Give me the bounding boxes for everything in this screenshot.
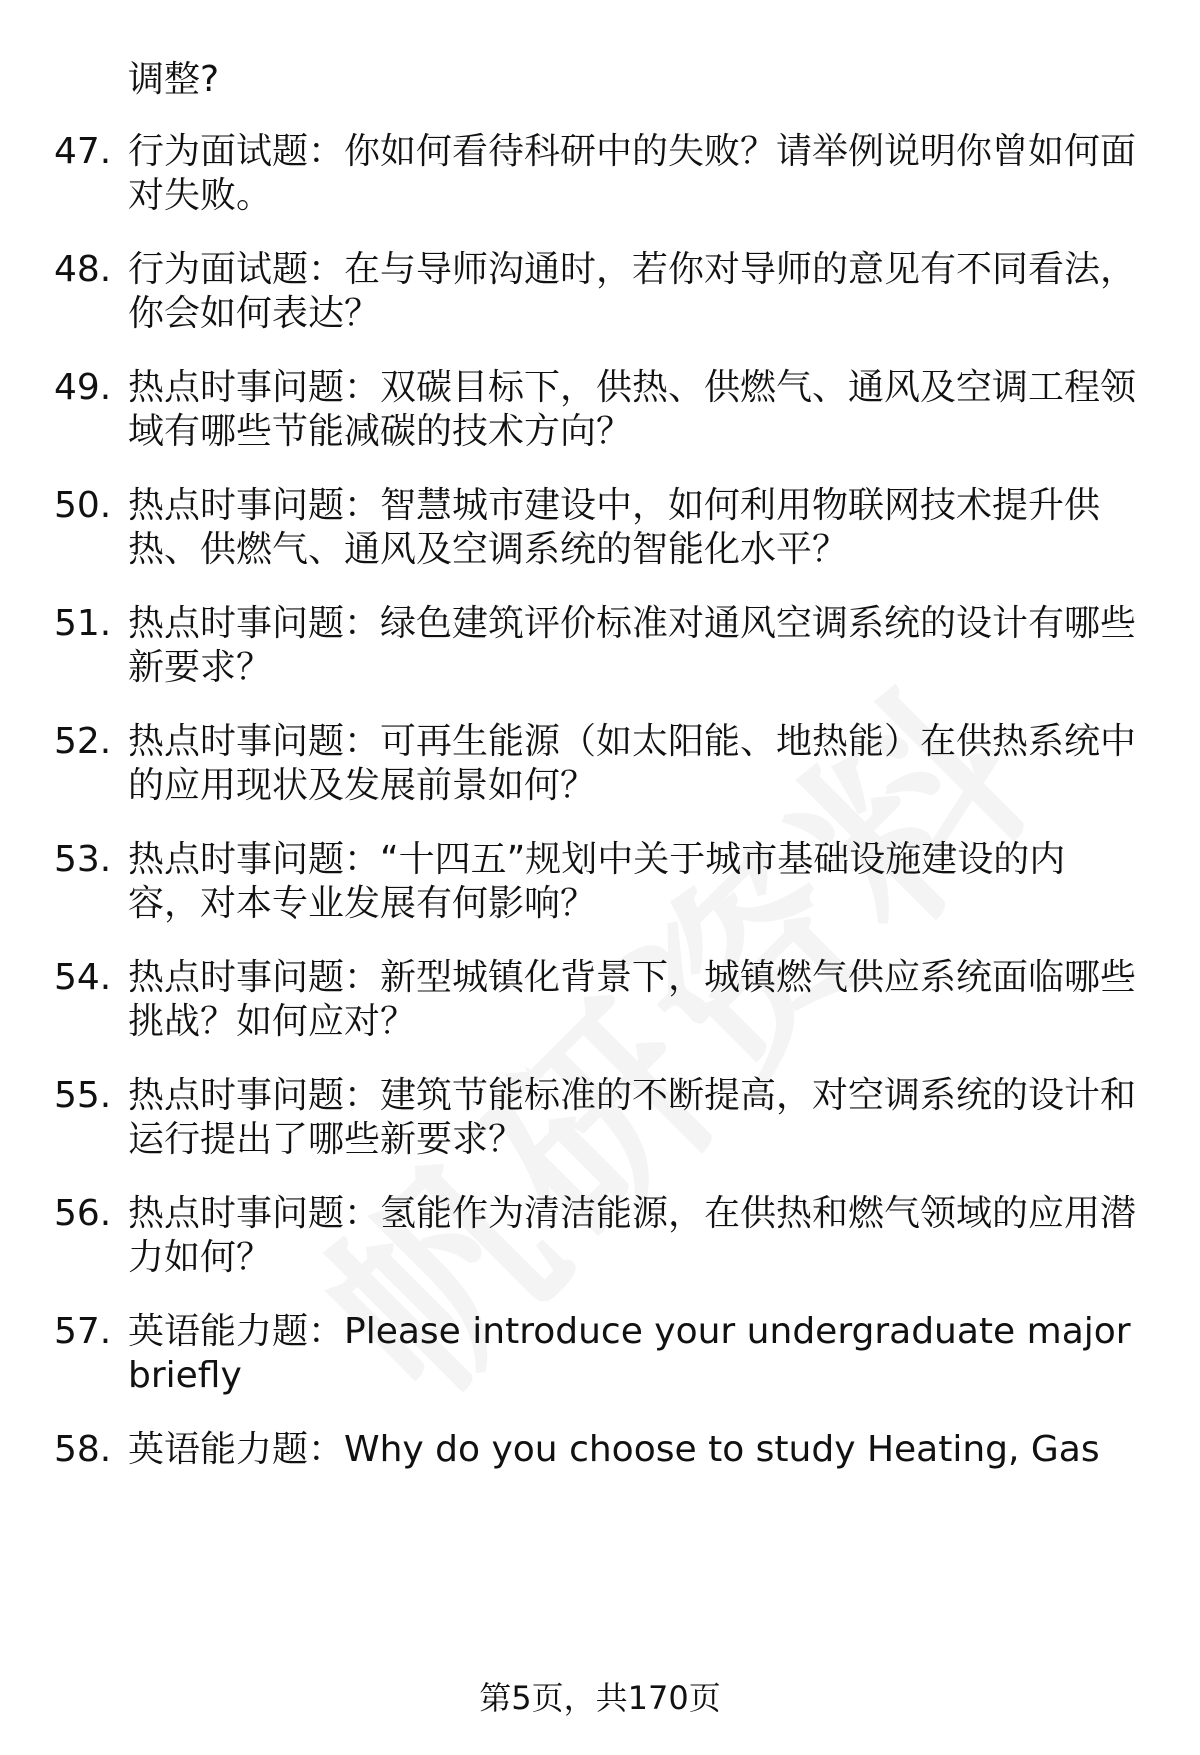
item-number: 47. xyxy=(54,131,112,172)
item-number: 50. xyxy=(54,485,112,526)
item-number: 55. xyxy=(54,1075,112,1116)
item-text-line: 行为面试题：你如何看待科研中的失败？请举例说明你曾如何面 xyxy=(128,131,1137,172)
item-text-line: 英语能力题：Please introduce your undergraduate major xyxy=(128,1311,1131,1352)
continuation-text: 调整? xyxy=(128,59,220,100)
item-number: 53. xyxy=(54,839,112,880)
item-text-line: 域有哪些节能减碳的技术方向？ xyxy=(128,411,633,452)
item-text-line: 容，对本专业发展有何影响？ xyxy=(128,883,597,924)
item-number: 56. xyxy=(54,1193,112,1234)
page-footer: 第5页，共170页 xyxy=(479,1679,721,1717)
item-text-line: 热点时事问题：智慧城市建设中，如何利用物联网技术提升供 xyxy=(128,485,1101,526)
item-text-line: 英语能力题：Why do you choose to study Heating, Gas xyxy=(128,1429,1100,1470)
item-number: 51. xyxy=(54,603,112,644)
item-text-line: 热点时事问题：双碳目标下，供热、供燃气、通风及空调工程领 xyxy=(128,367,1137,408)
item-text-line: 新要求？ xyxy=(128,647,273,688)
item-text-line: 挑战？如何应对？ xyxy=(128,1001,417,1042)
item-number: 54. xyxy=(54,957,112,998)
item-text-line: 热点时事问题：“十四五”规划中关于城市基础设施建设的内 xyxy=(128,839,1066,880)
item-text-line: 力如何？ xyxy=(128,1237,273,1278)
item-text-line: briefly xyxy=(128,1355,242,1396)
item-number: 52. xyxy=(54,721,112,762)
item-text-line: 热点时事问题：可再生能源（如太阳能、地热能）在供热系统中 xyxy=(128,721,1137,762)
item-text-line: 热点时事问题：氢能作为清洁能源，在供热和燃气领域的应用潜 xyxy=(128,1193,1137,1234)
item-text-line: 行为面试题：在与导师沟通时，若你对导师的意见有不同看法， xyxy=(128,249,1137,290)
item-text-line: 运行提出了哪些新要求？ xyxy=(128,1119,525,1160)
item-text-line: 热点时事问题：绿色建筑评价标准对通风空调系统的设计有哪些 xyxy=(128,603,1137,644)
item-text-line: 的应用现状及发展前景如何？ xyxy=(128,765,597,806)
item-text-line: 你会如何表达？ xyxy=(128,293,381,334)
item-text-line: 热点时事问题：新型城镇化背景下，城镇燃气供应系统面临哪些 xyxy=(128,957,1137,998)
item-text-line: 对失败。 xyxy=(128,175,273,216)
item-text-line: 热、供燃气、通风及空调系统的智能化水平？ xyxy=(128,529,849,570)
item-number: 49. xyxy=(54,367,112,408)
item-number: 57. xyxy=(54,1311,112,1352)
item-number: 58. xyxy=(54,1429,112,1470)
item-number: 48. xyxy=(54,249,112,290)
item-text-line: 热点时事问题：建筑节能标准的不断提高，对空调系统的设计和 xyxy=(128,1075,1137,1116)
